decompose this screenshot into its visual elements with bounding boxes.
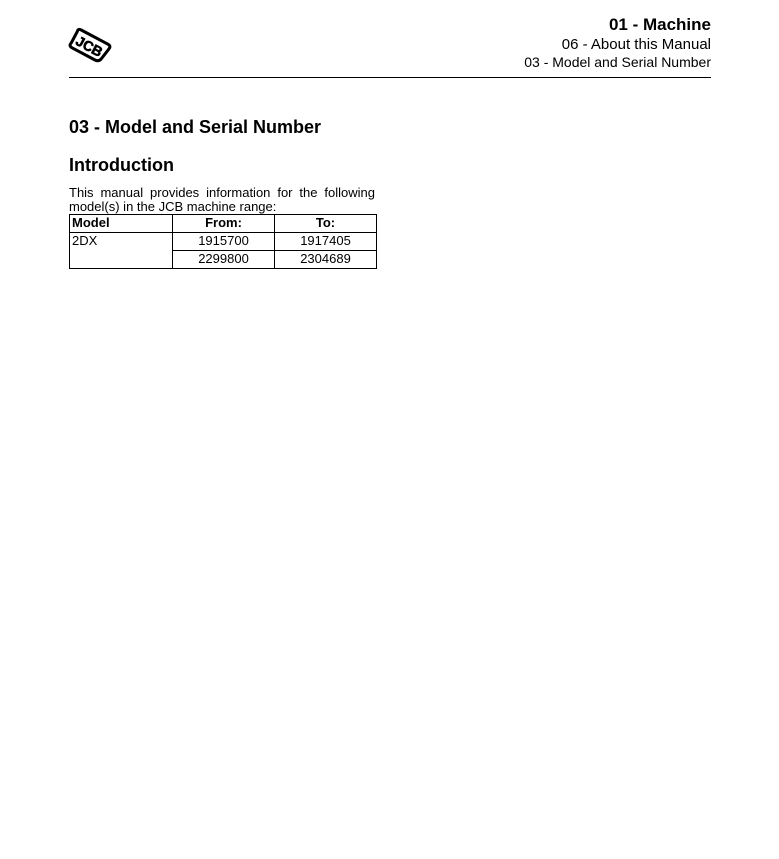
page-title: 03 - Model and Serial Number xyxy=(69,117,322,137)
running-header xyxy=(524,14,711,71)
introduction-text: This manual provides information for the following model(s) in the JCB machine range: xyxy=(69,185,375,214)
serial-number-table xyxy=(69,214,377,269)
table-row xyxy=(70,233,377,251)
header-model: Model xyxy=(70,215,173,233)
model-cell: 2DX xyxy=(70,233,173,269)
to-serial-cell: 2304689 xyxy=(275,251,377,269)
header-rule xyxy=(69,77,711,78)
from-serial-cell: 2299800 xyxy=(173,251,275,269)
jcb-logo xyxy=(67,26,113,66)
header-to: To: xyxy=(275,215,377,233)
header-chapter: 01 - Machine xyxy=(608,15,711,34)
to-serial-cell: 1917405 xyxy=(275,233,377,251)
from-serial-cell: 1915700 xyxy=(173,233,275,251)
table-header-row xyxy=(70,215,377,233)
header-from: From: xyxy=(173,215,275,233)
introduction-heading: Introduction xyxy=(69,155,174,175)
header-subsection: 03 - Model and Serial Number xyxy=(524,54,711,70)
header-section: 06 - About this Manual xyxy=(561,36,711,53)
svg-text:JCB: JCB xyxy=(73,32,106,60)
